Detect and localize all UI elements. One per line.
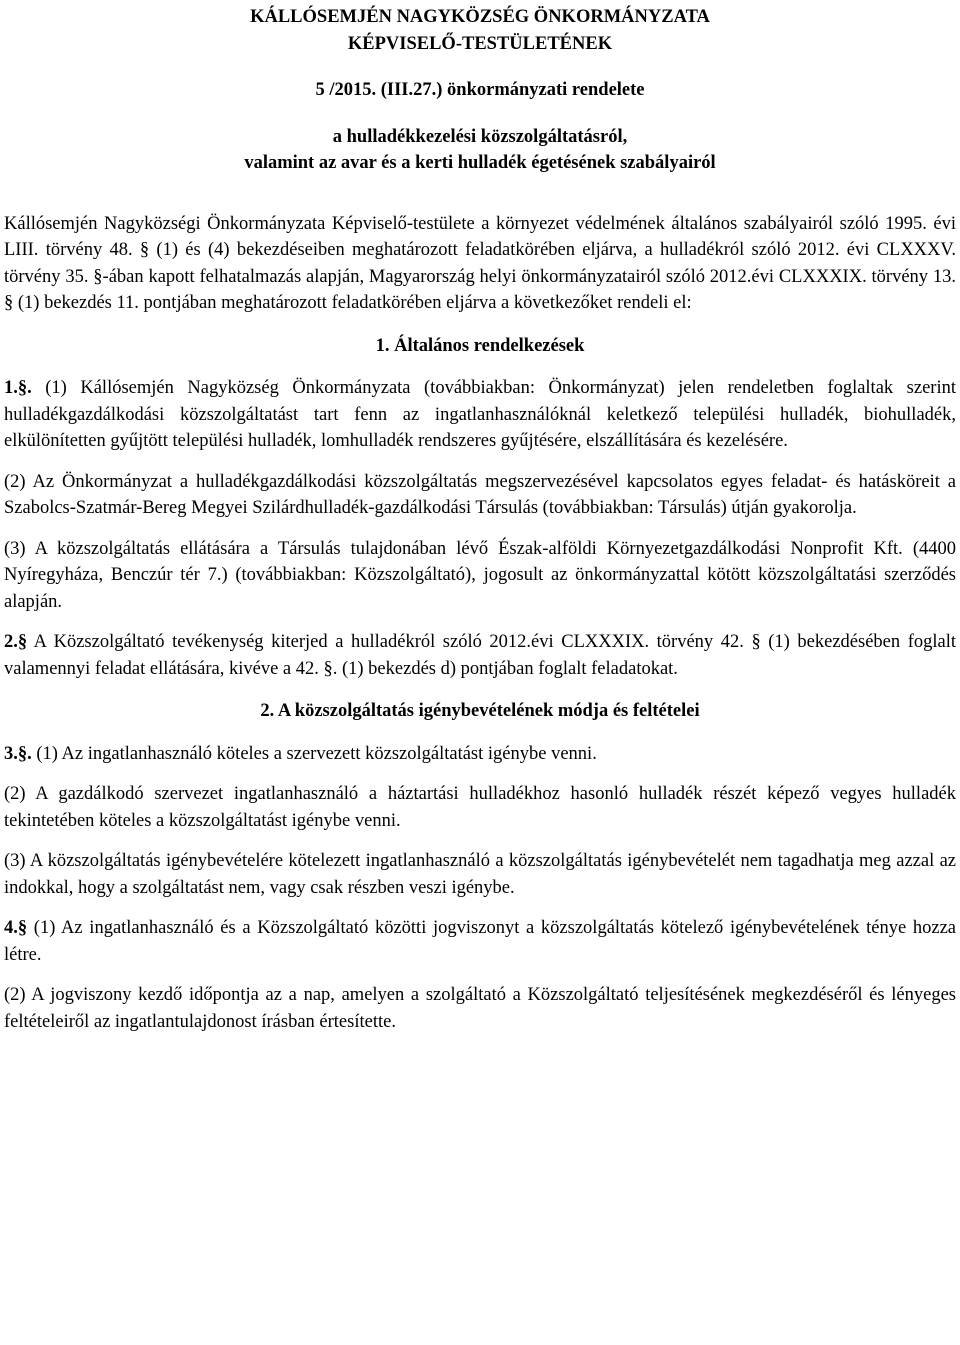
- paragraph-text: A Közszolgáltató tevékenység kiterjed a hulladékról szóló 2012.évi CLXXXIX. törvény 42. § (1) bekezdésében foglalt valamennyi feladat ellátására, kivéve a 42. §. (1) bekezdés d) pontjában foglalt feladatokat.: [4, 632, 956, 679]
- section-1-paragraph-3: (3) A közszolgáltatás ellátására a Társulás tulajdonában lévő Észak-alföldi Környezetgazdálkodási Nonprofit Kft. (4400 Nyíregyháza, Benczúr tér 7.) (továbbiakban: Közszolgáltató), jogosult az önkormányzattal kötött közszolgáltatási szerződés alapján.: [4, 538, 956, 612]
- section-1-title: 1. Általános rendelkezések: [375, 335, 585, 356]
- section-1-paragraph-4: [4, 629, 956, 682]
- spacer: [4, 197, 956, 211]
- paragraph-number: 2.§: [4, 632, 28, 652]
- document-header: [4, 4, 956, 177]
- spacer: [4, 104, 956, 124]
- paragraph-text: (1) Az ingatlanhasználó és a Közszolgáltató közötti jogviszonyt a közszolgáltatás kötelező igénybevételének ténye hozza létre.: [4, 918, 956, 965]
- section-1-paragraph-2: (2) Az Önkormányzat a hulladékgazdálkodási közszolgáltatás megszervezésével kapcsolatos egyes feladat- és hatásköreit a Szabolcs-Szatmár-Bereg Megyei Szilárdhulladék-gazdálkodási Társulás (továbbiakban: Társulás) útján gyakorolja.: [4, 471, 956, 518]
- preamble-paragraph: Kállósemjén Nagyközségi Önkormányzata Képviselő-testülete a környezet védelmének általános szabályairól szóló 1995. évi LIII. törvény 48. § (1) és (4) bekezdéseiben meghatározott feladatkörében eljárva, a hulladékról szóló 2012. évi CLXXXV. törvény 35. §-ában kapott felhatalmazás alapján, Magyarország helyi önkormányzatairól szóló 2012.évi CLXXXIX. törvény 13. § (1) bekezdés 11. pontjában meghatározott feladatkörében eljárva a következőket rendeli el:: [4, 213, 956, 313]
- spacer: [4, 177, 956, 197]
- paragraph-number: 3.§.: [4, 743, 32, 764]
- paragraph-text: (1) Az ingatlanhasználó köteles a szervezett közszolgáltatást igénybe venni.: [31, 743, 597, 764]
- section-2-paragraph-2: (2) A gazdálkodó szervezet ingatlanhasználó a háztartási hulladékhoz hasonló hulladék részét képező vegyes hulladék tekintetében köteles a közszolgáltatást igénybe venni.: [4, 784, 956, 831]
- spacer: [4, 57, 956, 77]
- section-2-paragraph-5: (2) A jogviszony kezdő időpontja az a nap, amelyen a szolgáltató a Közszolgáltató teljesítésének megkezdéséről és lényeges feltételeiről az ingatlantulajdonost írásban értesítette.: [4, 985, 956, 1032]
- section-2-paragraph-3: (3) A közszolgáltatás igénybevételére kötelezett ingatlanhasználó a közszolgáltatás igénybevételét nem tagadhatja meg azzal az indokkal, hogy a szolgáltatást nem, vagy csak részben veszi igénybe.: [4, 851, 956, 898]
- authority-name: KÁLLÓSEMJÉN NAGYKÖZSÉG ÖNKORMÁNYZATA: [250, 7, 710, 27]
- paragraph-number: 4.§: [4, 918, 28, 938]
- section-2-paragraph-1: [4, 741, 956, 768]
- authority-body: KÉPVISELŐ-TESTÜLETÉNEK: [347, 33, 613, 54]
- section-2-paragraph-4: [4, 915, 956, 968]
- paragraph-text: (1) Kállósemjén Nagyközség Önkormányzata (továbbiakban: Önkormányzat) jelen rendeletben foglaltak szerint hulladékgazdálkodási közszolgáltatást tart fenn az ingatlanhasználóknál keletkező települési hulladék, biohulladék, elkülönítetten gyűjtött települési hulladék, lomhulladék rendszeres gyűjtésére, elszállítására és kezelésére.: [4, 378, 956, 451]
- section-2-title: 2. A közszolgáltatás igénybevételének módja és feltételei: [260, 701, 700, 721]
- section-1-paragraph-1: [4, 375, 956, 455]
- decree-subject-line1: a hulladékkezelési közszolgáltatásról,: [332, 126, 628, 147]
- decree-subject-line2: valamint az avar és a kerti hulladék égetésének szabályairól: [244, 153, 716, 173]
- decree-number: 5 /2015. (III.27.) önkormányzati rendelete: [315, 80, 645, 100]
- paragraph-number: 1.§.: [4, 378, 32, 398]
